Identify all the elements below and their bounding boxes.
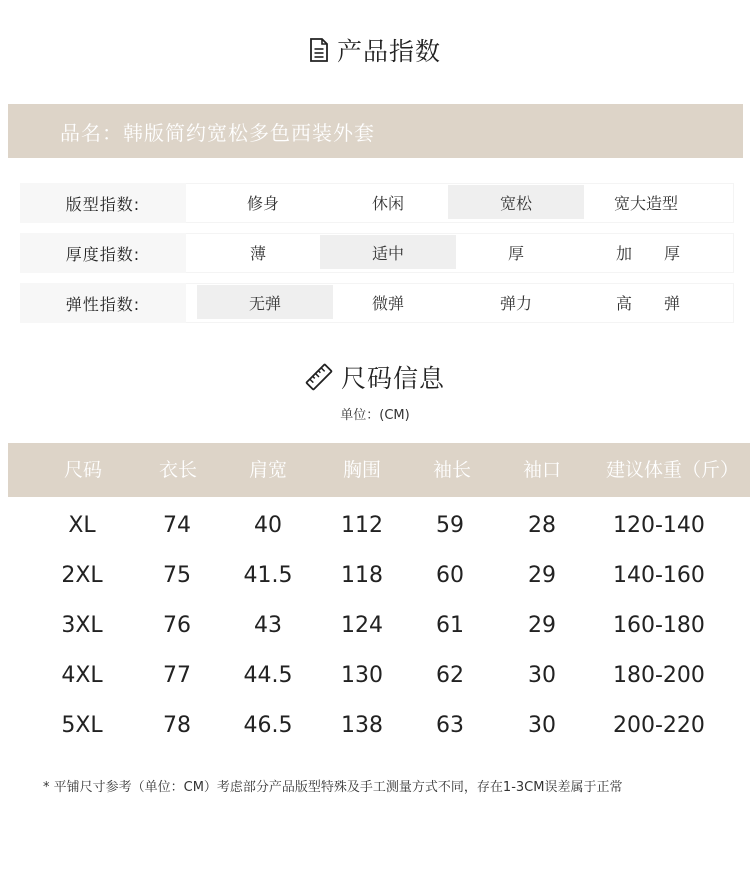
cell-weight: 120-140 <box>613 513 705 538</box>
cell-weight: 200-220 <box>613 713 705 738</box>
thickness-option-extra-thick: 加 厚 <box>615 243 680 263</box>
product-name: 品名：韩版简约宽松多色西装外套 <box>60 120 375 145</box>
elasticity-option-elastic: 弹力 <box>499 293 532 313</box>
table-row <box>0 551 750 601</box>
elasticity-option-high: 高 弹 <box>615 293 680 313</box>
cell-chest: 130 <box>341 663 383 688</box>
cell-sleeve-length: 62 <box>436 663 464 688</box>
header-cuff: 袖口 <box>522 459 561 481</box>
cell-length: 77 <box>163 663 191 688</box>
table-row <box>0 501 750 551</box>
cell-shoulder: 44.5 <box>243 663 293 688</box>
cell-chest: 118 <box>341 563 383 588</box>
thickness-index-row <box>20 233 734 273</box>
size-table-header <box>8 443 750 497</box>
size-info-title-text: 尺码信息 <box>340 364 445 393</box>
elasticity-option-slight: 微弹 <box>371 293 404 313</box>
elasticity-option-none: 无弹 <box>197 285 333 319</box>
elasticity-index-row <box>20 283 734 323</box>
table-row <box>0 701 750 751</box>
cell-weight: 160-180 <box>613 613 705 638</box>
header-weight: 建议体重（斤） <box>606 459 740 481</box>
fit-option-oversized: 宽大造型 <box>613 193 678 213</box>
cell-length: 75 <box>163 563 191 588</box>
header-shoulder: 肩宽 <box>248 459 287 481</box>
cell-chest: 124 <box>341 613 383 638</box>
cell-cuff: 28 <box>528 513 556 538</box>
header-length: 衣长 <box>158 459 197 481</box>
cell-cuff: 30 <box>528 663 556 688</box>
measurement-note: * 平铺尺寸参考（单位：CM）考虑部分产品版型特殊及手工测量方式不同，存在1-3CM误差属于正常 <box>43 780 623 795</box>
fit-index-label: 版型指数: <box>20 183 186 223</box>
table-row <box>0 651 750 701</box>
cell-size: 5XL <box>61 713 103 738</box>
ruler-icon <box>305 363 333 391</box>
cell-shoulder: 46.5 <box>243 713 293 738</box>
size-unit: 单位：(CM) <box>340 408 410 423</box>
header-sleeve-length: 袖长 <box>432 459 471 481</box>
cell-size: 4XL <box>61 663 103 688</box>
cell-length: 78 <box>163 713 191 738</box>
cell-cuff: 30 <box>528 713 556 738</box>
fit-index-row <box>20 183 734 223</box>
header-chest: 胸围 <box>342 459 381 481</box>
header-size: 尺码 <box>63 459 102 481</box>
product-name-banner <box>8 104 743 158</box>
product-index-title-text: 产品指数 <box>336 37 441 66</box>
cell-shoulder: 43 <box>254 613 282 638</box>
cell-chest: 138 <box>341 713 383 738</box>
cell-cuff: 29 <box>528 613 556 638</box>
cell-size: 2XL <box>61 563 103 588</box>
table-row <box>0 601 750 651</box>
fit-option-casual: 休闲 <box>371 193 404 213</box>
cell-sleeve-length: 60 <box>436 563 464 588</box>
cell-shoulder: 41.5 <box>243 563 293 588</box>
cell-chest: 112 <box>341 513 383 538</box>
document-icon <box>309 38 329 62</box>
cell-weight: 180-200 <box>613 663 705 688</box>
cell-length: 74 <box>163 513 191 538</box>
elasticity-index-label: 弹性指数: <box>20 283 186 323</box>
product-index-title <box>0 30 750 70</box>
thickness-index-label: 厚度指数: <box>20 233 186 273</box>
thickness-option-thin: 薄 <box>249 243 266 263</box>
cell-size: 3XL <box>61 613 103 638</box>
cell-size: XL <box>68 513 96 538</box>
cell-sleeve-length: 59 <box>436 513 464 538</box>
cell-cuff: 29 <box>528 563 556 588</box>
cell-shoulder: 40 <box>254 513 282 538</box>
cell-weight: 140-160 <box>613 563 705 588</box>
fit-option-loose: 宽松 <box>448 185 584 219</box>
thickness-option-medium: 适中 <box>320 235 456 269</box>
cell-sleeve-length: 63 <box>436 713 464 738</box>
fit-option-slim: 修身 <box>246 193 279 213</box>
cell-sleeve-length: 61 <box>436 613 464 638</box>
thickness-option-thick: 厚 <box>507 243 524 263</box>
size-info-title <box>0 357 750 397</box>
cell-length: 76 <box>163 613 191 638</box>
